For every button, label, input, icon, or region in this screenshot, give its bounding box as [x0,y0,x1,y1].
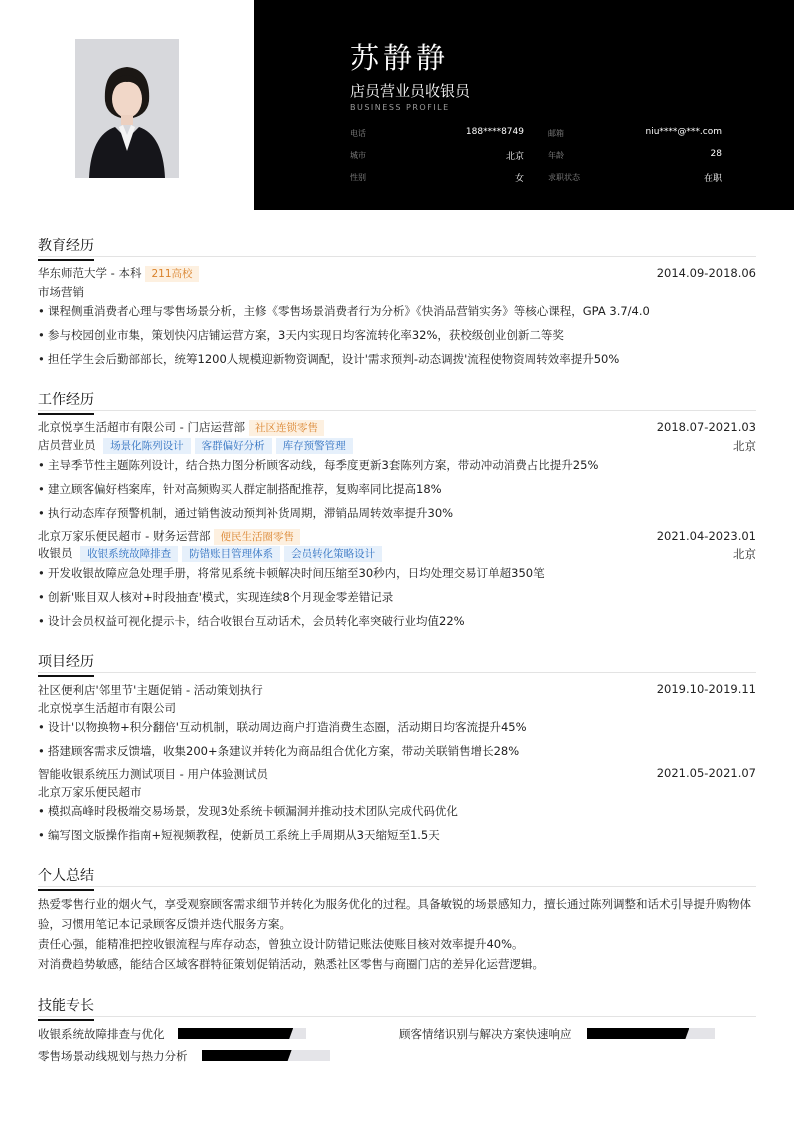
list-item: • 设计会员权益可视化提示卡，结合收银台互动话术，会员转化率突破行业均值22% [38,613,465,629]
skill-tag: 收银系统故障排查 [80,546,178,562]
gender-value: 女 [514,174,524,184]
summary-paragraph: 对消费趋势敏感，能结合区域客群特征策划促销活动，熟悉社区零售与商圈门店的差异化运营逻辑。 [38,957,544,971]
company-tag: 便民生活圈零售 [214,529,300,545]
job-date: 2021.04-2023.01 [656,529,756,543]
email-value: niu****@***.com [645,127,722,137]
list-item: • 模拟高峰时段极端交易场景，发现3处系统卡顿漏洞并推动技术团队完成代码优化 [38,803,458,819]
job-location: 北京 [733,547,756,561]
list-item: • 建立顾客偏好档案库，针对高频购买人群定制搭配推荐，复购率同比提高18% [38,481,442,497]
project-org: 北京万家乐便民超市 [38,785,142,799]
work-section-title [38,389,94,409]
school-tag: 211高校 [145,266,198,282]
profile-subtitle: BUSINESS PROFILE [350,103,450,112]
skill-name: 顾客情绪识别与解决方案快速响应 [399,1027,572,1041]
divider [38,256,756,257]
city-label: 城市 [350,151,366,160]
list-item: • 参与校园创业市集，策划快闪店铺运营方案，3天内实现日均客流转化率32%，获校级创业创新二等奖 [38,327,564,343]
company-tag: 社区连锁零售 [249,420,324,436]
skill-name: 收银系统故障排查与优化 [38,1027,165,1041]
skill-level-bar [178,1028,306,1039]
skill-level-fill [178,1028,293,1039]
summary-paragraph: 责任心强，能精准把控收银流程与库存动态，曾独立设计防错记账法使账目核对效率提升40%。 [38,937,524,951]
job-role: 店员营业员 [38,438,96,452]
job-company [38,528,300,545]
candidate-name: 苏静静 [350,41,450,75]
job-date: 2018.07-2021.03 [656,420,756,434]
list-item: • 编写图文版操作指南+短视频教程，使新员工系统上手周期从3天缩短至1.5天 [38,827,440,843]
profile-photo [75,39,179,178]
phone-value: 188****8749 [465,127,524,137]
skill-tag: 场景化陈列设计 [103,438,191,454]
skills-title-text: 技能专长 [38,998,94,1014]
list-item: • 设计'以物换物+积分翻倍'互动机制，联动周边商户打造消费生态圈，活动期日均客流提升45% [38,719,527,735]
list-item: • 创新'账目双人核对+时段抽查'模式，实现连续8个月现金零差错记录 [38,589,393,605]
list-item: • 开发收银故障应急处理手册，将常见系统卡顿解决时间压缩至30秒内，日均处理交易订单超350笔 [38,565,545,581]
skill-level-fill [202,1050,292,1061]
phone-label: 电话 [350,129,366,138]
school-name: 华东师范大学 - 本科 [38,266,142,280]
skill-tag: 防错账目管理体系 [182,546,280,562]
skill-tag: 库存预警管理 [276,438,353,454]
list-item: • 执行动态库存预警机制，通过销售波动预判补货周期，滞销品周转效率提升30% [38,505,453,521]
email-label: 邮箱 [548,129,564,138]
skill-tag: 客群偏好分析 [195,438,272,454]
list-item: • 搭建顾客需求反馈墙，收集200+条建议并转化为商品组合优化方案，带动关联销售增长28% [38,743,519,759]
education-title-text: 教育经历 [38,238,94,254]
skill-level-bar [202,1050,330,1061]
summary-paragraph: 热爱零售行业的烟火气，享受观察顾客需求细节并转化为服务优化的过程。具备敏锐的场景感知力，擅长通过陈列调整和话术引导提升购物体验，习惯用笔记本记录顾客反馈并迭代服务方案。 [38,897,751,931]
education-school [38,265,199,282]
job-role-row [38,437,353,454]
skill-level-bar [587,1028,715,1039]
divider [38,886,756,887]
projects-section-title [38,651,94,671]
header-panel [254,0,794,210]
summary-title-text: 个人总结 [38,868,94,884]
status-value: 在职 [703,174,722,184]
job-role-row [38,545,382,562]
divider [38,410,756,411]
project-name: 智能收银系统压力测试项目 - 用户体验测试员 [38,767,268,781]
list-item: • 课程侧重消费者心理与零售场景分析，主修《零售场景消费者行为分析》《快消品营销实务》等核心课程，GPA 3.7/4.0 [38,303,650,319]
skill-tag: 会员转化策略设计 [284,546,382,562]
projects-title-text: 项目经历 [38,654,94,670]
skill-level-fill [587,1028,689,1039]
education-section-title [38,235,94,255]
job-title: 店员营业员收银员 [350,82,471,100]
skill-name: 零售场景动线规划与热力分析 [38,1049,188,1063]
company-name: 北京悦享生活超市有限公司 - 门店运营部 [38,420,245,434]
list-item: • 主导季节性主题陈列设计，结合热力图分析顾客动线，每季度更新3套陈列方案，带动冲动消费占比提升25% [38,457,598,473]
status-label: 求职状态 [548,173,580,182]
age-label: 年龄 [548,151,564,160]
project-name: 社区便利店'邻里节'主题促销 - 活动策划执行 [38,683,263,697]
company-name: 北京万家乐便民超市 - 财务运营部 [38,529,211,543]
education-major: 市场营销 [38,285,84,299]
list-item: • 担任学生会后勤部部长，统筹1200人规模迎新物资调配，设计'需求预判-动态调拨'流程使物资周转效率提升50% [38,351,619,367]
education-date: 2014.09-2018.06 [656,266,756,280]
age-value: 28 [710,149,722,159]
gender-label: 性别 [350,173,366,182]
skills-section-title [38,995,94,1015]
project-date: 2021.05-2021.07 [656,766,756,780]
job-role: 收银员 [38,546,73,560]
job-location: 北京 [733,439,756,453]
divider [38,672,756,673]
project-org: 北京悦享生活超市有限公司 [38,701,176,715]
work-title-text: 工作经历 [38,392,94,408]
job-company [38,419,324,436]
city-value: 北京 [505,152,524,162]
divider [38,1016,756,1017]
summary-section-title [38,865,94,885]
project-date: 2019.10-2019.11 [656,682,756,696]
person-photo-icon [75,39,179,178]
